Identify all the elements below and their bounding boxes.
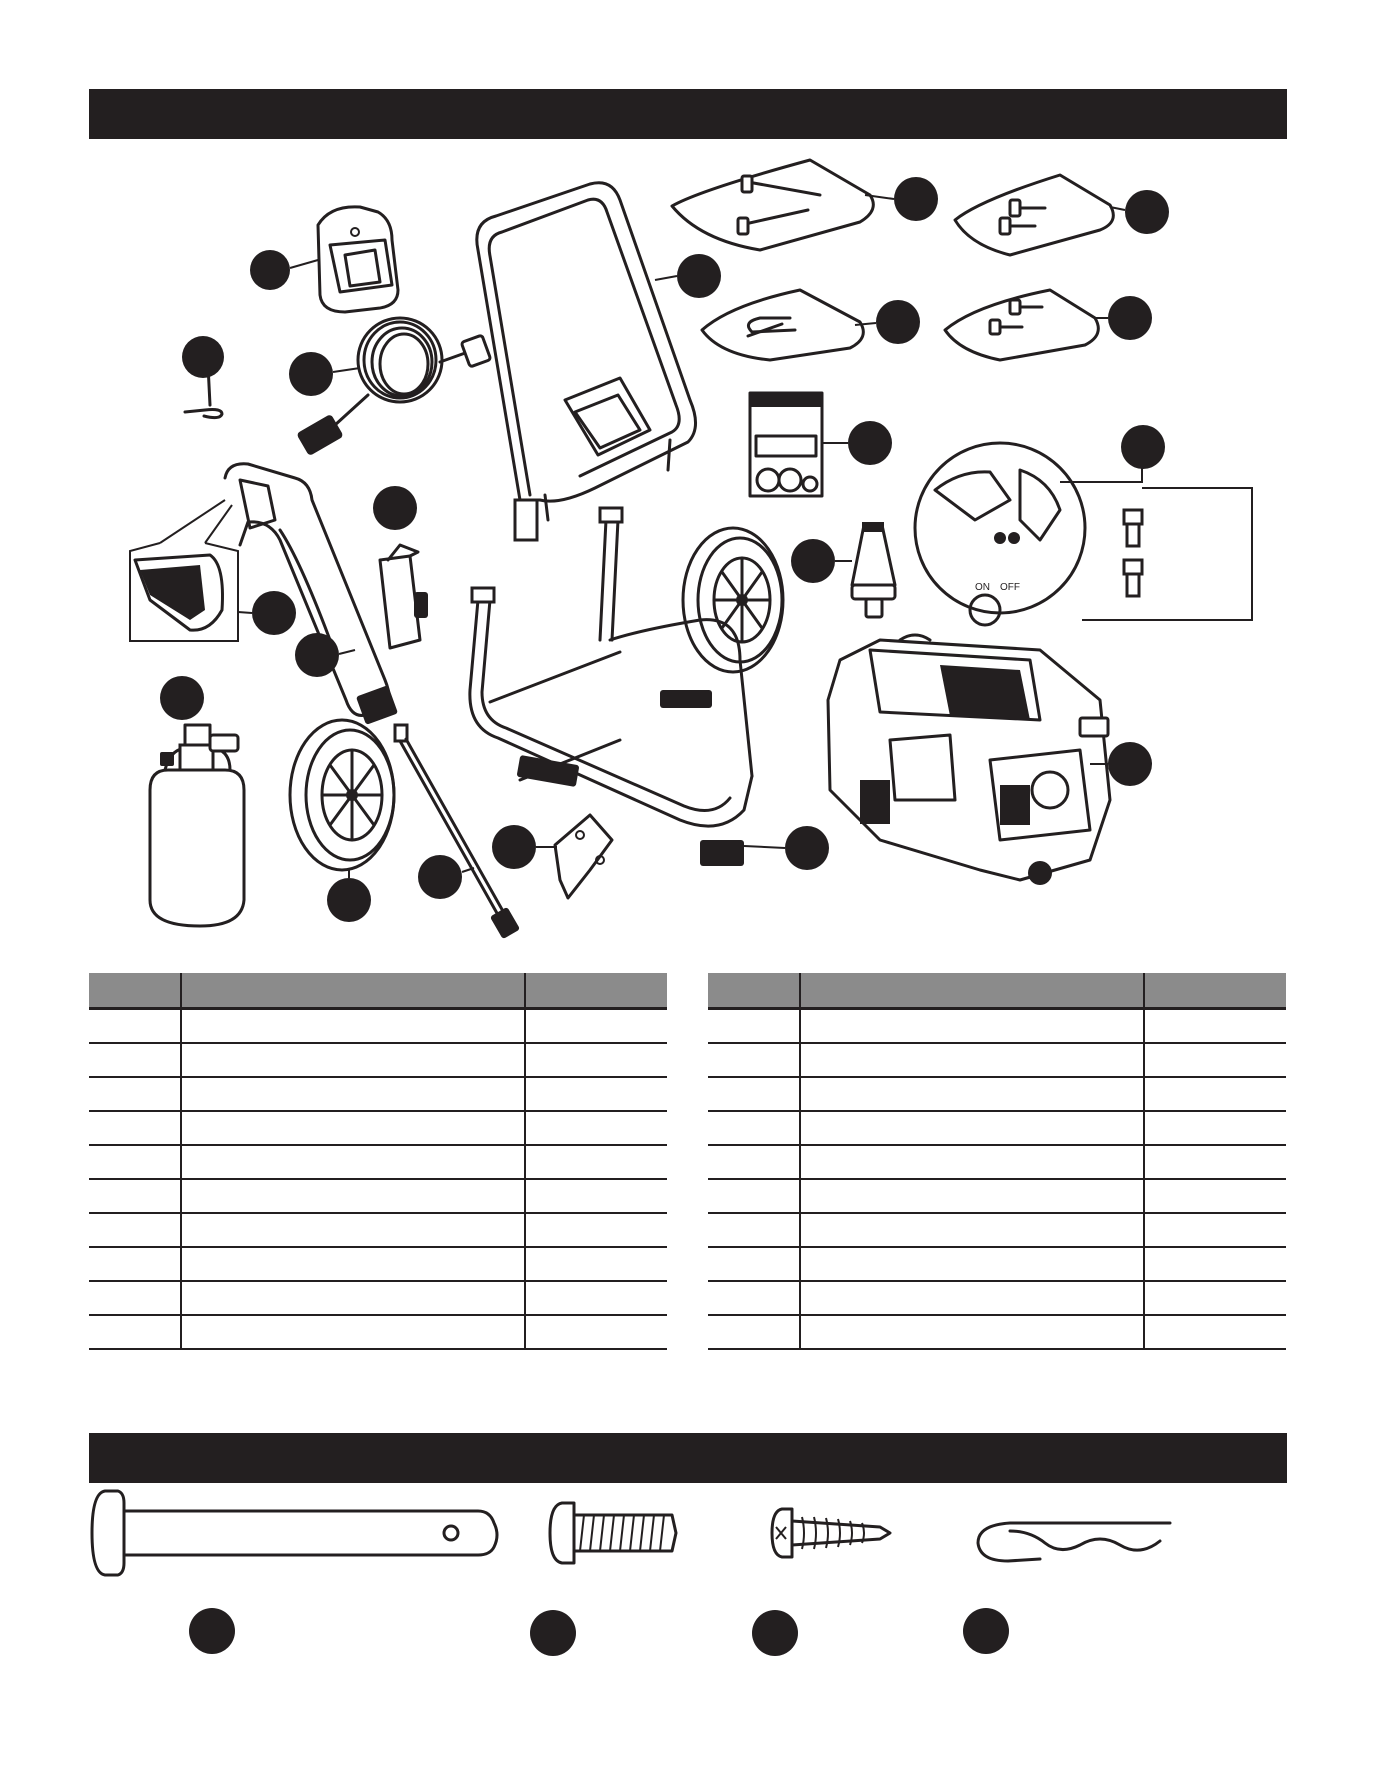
part-cell bbox=[708, 1213, 800, 1247]
callout-bolt bbox=[530, 1610, 576, 1656]
callout-handle bbox=[677, 254, 721, 298]
main-unit-illustration bbox=[828, 635, 1110, 885]
description-cell bbox=[800, 1315, 1144, 1349]
callout-bumper bbox=[250, 250, 290, 290]
label-card-illustration bbox=[750, 393, 822, 496]
quantity-cell bbox=[525, 1179, 667, 1213]
callout-foam-cannon bbox=[160, 676, 204, 720]
quantity-cell bbox=[525, 1009, 667, 1043]
part-cell bbox=[708, 1179, 800, 1213]
callout-bag-cotter-pins bbox=[876, 300, 920, 344]
part-cell bbox=[708, 1111, 800, 1145]
part-cell bbox=[708, 1043, 800, 1077]
table-row bbox=[89, 1281, 667, 1315]
bag-screws-illustration bbox=[945, 290, 1098, 360]
quantity-cell bbox=[525, 1111, 667, 1145]
table-row bbox=[89, 1145, 667, 1179]
description-cell bbox=[800, 1111, 1144, 1145]
column-header-quantity bbox=[1144, 973, 1286, 1009]
callout-bracket bbox=[492, 825, 536, 869]
part-cell bbox=[89, 1213, 181, 1247]
table-header-row bbox=[708, 973, 1286, 1009]
callout-bag-pins bbox=[894, 177, 938, 221]
table-row bbox=[89, 1111, 667, 1145]
table-row bbox=[89, 1179, 667, 1213]
quantity-cell bbox=[525, 1077, 667, 1111]
quantity-cell bbox=[1144, 1315, 1286, 1349]
part-cell bbox=[708, 1077, 800, 1111]
hardware-illustration bbox=[0, 1483, 1382, 1683]
quantity-cell bbox=[1144, 1043, 1286, 1077]
description-cell bbox=[800, 1009, 1144, 1043]
table-row bbox=[89, 1043, 667, 1077]
table-row bbox=[708, 1213, 1286, 1247]
description-cell bbox=[800, 1043, 1144, 1077]
description-cell bbox=[181, 1281, 525, 1315]
switch-off-label: OFF bbox=[1000, 582, 1020, 593]
part-cell bbox=[89, 1145, 181, 1179]
quantity-cell bbox=[525, 1043, 667, 1077]
description-cell bbox=[800, 1247, 1144, 1281]
callout-clevis-pin bbox=[189, 1608, 235, 1654]
table-row bbox=[708, 1247, 1286, 1281]
switch-on-label: ON bbox=[975, 582, 990, 593]
callout-trigger bbox=[252, 591, 296, 635]
callout-bag-bolts bbox=[1125, 190, 1169, 234]
table-row bbox=[89, 1247, 667, 1281]
table-row bbox=[708, 1111, 1286, 1145]
description-cell bbox=[800, 1213, 1144, 1247]
part-cell bbox=[89, 1179, 181, 1213]
screw-illustration bbox=[772, 1509, 890, 1557]
callout-hose bbox=[289, 352, 333, 396]
description-cell bbox=[181, 1145, 525, 1179]
table-row bbox=[708, 1315, 1286, 1349]
table-row bbox=[708, 1077, 1286, 1111]
spray-gun-illustration bbox=[225, 464, 398, 725]
quantity-cell bbox=[1144, 1145, 1286, 1179]
bracket-illustration bbox=[555, 815, 612, 898]
table-row bbox=[89, 1315, 667, 1349]
column-header-part bbox=[89, 973, 181, 1009]
table-row bbox=[89, 1213, 667, 1247]
callout-wand bbox=[418, 855, 462, 899]
quantity-cell bbox=[1144, 1077, 1286, 1111]
table-row bbox=[708, 1145, 1286, 1179]
turbo-nozzle-illustration bbox=[852, 522, 895, 617]
bag-cotter-pins-illustration bbox=[702, 290, 863, 360]
part-cell bbox=[89, 1009, 181, 1043]
callout-screw bbox=[752, 1610, 798, 1656]
handle-part-illustration bbox=[477, 183, 696, 540]
part-cell bbox=[89, 1247, 181, 1281]
quantity-cell bbox=[1144, 1179, 1286, 1213]
part-cell bbox=[708, 1315, 800, 1349]
clevis-pin-illustration bbox=[92, 1491, 497, 1575]
description-cell bbox=[181, 1077, 525, 1111]
part-cell bbox=[708, 1247, 800, 1281]
wheel-left-illustration bbox=[290, 720, 394, 870]
quantity-cell bbox=[1144, 1213, 1286, 1247]
part-cell bbox=[89, 1043, 181, 1077]
bolt-illustration bbox=[550, 1503, 676, 1563]
callout-clip bbox=[182, 336, 224, 378]
quantity-cell bbox=[525, 1281, 667, 1315]
description-cell bbox=[181, 1043, 525, 1077]
description-cell bbox=[800, 1281, 1144, 1315]
table-row bbox=[708, 1043, 1286, 1077]
quantity-cell bbox=[1144, 1247, 1286, 1281]
table-row bbox=[89, 1009, 667, 1043]
gun-holder-illustration bbox=[380, 545, 428, 648]
part-cell bbox=[89, 1281, 181, 1315]
description-cell bbox=[181, 1179, 525, 1213]
callout-gun-holder bbox=[373, 486, 417, 530]
part-cell bbox=[708, 1009, 800, 1043]
hardware-contents-header bbox=[89, 1433, 1287, 1483]
callout-lower-frame bbox=[785, 826, 829, 870]
callout-label-card bbox=[848, 421, 892, 465]
part-cell bbox=[708, 1281, 800, 1315]
quantity-cell bbox=[525, 1247, 667, 1281]
description-cell bbox=[800, 1145, 1144, 1179]
callout-nozzle-tips bbox=[1121, 425, 1165, 469]
column-header-description bbox=[800, 973, 1144, 1009]
table-row bbox=[708, 1179, 1286, 1213]
description-cell bbox=[181, 1315, 525, 1349]
nozzle-storage-detail-illustration bbox=[915, 433, 1252, 625]
column-header-part bbox=[708, 973, 800, 1009]
callout-bag-screws bbox=[1108, 296, 1152, 340]
trigger-detail-illustration bbox=[130, 500, 238, 641]
wheel-right-illustration bbox=[683, 528, 783, 672]
quantity-cell bbox=[525, 1213, 667, 1247]
description-cell bbox=[800, 1179, 1144, 1213]
callout-main-unit bbox=[1108, 742, 1152, 786]
table-row bbox=[708, 1009, 1286, 1043]
table-header-row bbox=[89, 973, 667, 1009]
column-header-description bbox=[181, 973, 525, 1009]
part-cell bbox=[89, 1111, 181, 1145]
callout-spray-gun bbox=[295, 633, 339, 677]
description-cell bbox=[181, 1111, 525, 1145]
parts-table-left bbox=[89, 973, 667, 1350]
description-cell bbox=[181, 1213, 525, 1247]
bag-bolts-illustration bbox=[955, 175, 1113, 255]
description-cell bbox=[181, 1247, 525, 1281]
foam-cannon-illustration bbox=[150, 725, 244, 926]
callout-turbo-nozzle bbox=[791, 539, 835, 583]
description-cell bbox=[181, 1009, 525, 1043]
table-row bbox=[708, 1281, 1286, 1315]
bag-pins-illustration bbox=[672, 160, 873, 250]
callout-cotter-pin bbox=[963, 1608, 1009, 1654]
quantity-cell bbox=[1144, 1111, 1286, 1145]
bumper-part-illustration bbox=[318, 207, 398, 312]
parts-table-right bbox=[708, 973, 1286, 1350]
quantity-cell bbox=[525, 1145, 667, 1179]
quantity-cell bbox=[1144, 1281, 1286, 1315]
table-row bbox=[89, 1077, 667, 1111]
part-cell bbox=[89, 1315, 181, 1349]
callout-wheel-left bbox=[327, 878, 371, 922]
part-cell bbox=[708, 1145, 800, 1179]
quantity-cell bbox=[525, 1315, 667, 1349]
part-cell bbox=[89, 1077, 181, 1111]
column-header-quantity bbox=[525, 973, 667, 1009]
lower-frame-illustration bbox=[470, 508, 752, 866]
cotter-pin-illustration bbox=[978, 1523, 1170, 1561]
quantity-cell bbox=[1144, 1009, 1286, 1043]
description-cell bbox=[800, 1077, 1144, 1111]
